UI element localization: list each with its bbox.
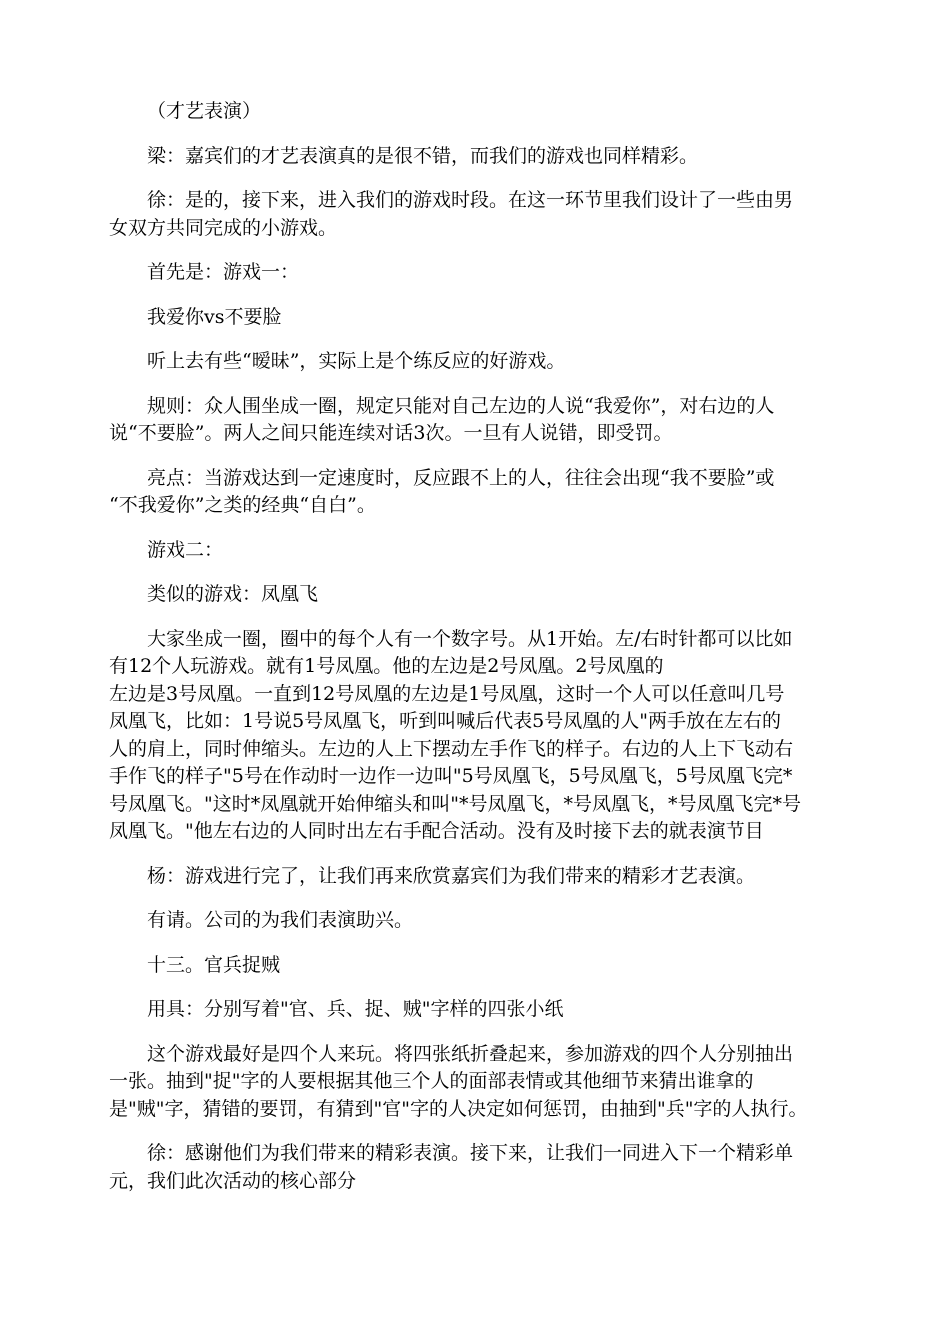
text-line: 左边是3号凤凰。一直到12号凤凰的左边是1号凤凰，这时一个人可以任意叫几号 <box>109 682 785 705</box>
text-line: 首先是：游戏一： <box>147 261 300 283</box>
document-body <box>109 98 849 1212</box>
text-line: 用具：分别写着"官、兵、捉、贼"字样的四张小纸 <box>147 998 564 1020</box>
paragraph-game-thirteen-rules <box>109 1041 849 1124</box>
text-line: 类似的游戏：凤凰飞 <box>147 583 319 605</box>
paragraph-game-one-description <box>109 348 849 376</box>
text-line: 女双方共同完成的小游戏。 <box>109 216 338 239</box>
paragraph-xu-closing <box>109 1140 849 1195</box>
paragraph-game-thirteen-props <box>109 996 849 1024</box>
text-line: 元，我们此次活动的核心部分 <box>109 1169 357 1192</box>
text-line: 规则：众人围坐成一圈，规定只能对自己左边的人说“我爱你”，对右边的人 <box>147 394 775 417</box>
text-line: 说“不要脸”。两人之间只能连续对话3次。一旦有人说错，即受罚。 <box>109 422 673 444</box>
text-line: 杨：游戏进行完了，让我们再来欣赏嘉宾们为我们带来的精彩才艺表演。 <box>147 864 756 887</box>
text-line: 有请。公司的为我们表演助兴。 <box>147 909 414 931</box>
paragraph-game-two-title <box>109 581 849 609</box>
paragraph-game-one-heading <box>109 259 849 287</box>
text-line: 这个游戏最好是四个人来玩。将四张纸折叠起来，参加游戏的四个人分别抽出 <box>147 1042 794 1065</box>
text-line: 手作飞的样子"5号在作动时一边作一边叫"5号凤凰飞，5号凤凰飞，5号凤凰飞完* <box>109 765 793 787</box>
paragraph-yang-transition <box>109 863 849 891</box>
text-line: 大家坐成一圈，圈中的每个人有一个数字号。从1开始。左/右时针都可以比如 <box>147 627 793 650</box>
paragraph-game-two-rules <box>109 626 849 846</box>
paragraph-game-thirteen-heading <box>109 952 849 980</box>
text-line: 徐：感谢他们为我们带来的精彩表演。接下来，让我们一同进入下一个精彩单 <box>147 1142 794 1164</box>
text-line: 是"贼"字，猜错的要罚，有猜到"官"字的人决定如何惩罚，由抽到"兵"字的人执行。 <box>109 1097 808 1120</box>
text-line: （才艺表演） <box>147 100 262 122</box>
text-line: 凤凰飞。"他左右边的人同时出左右手配合活动。没有及时接下去的就表演节目 <box>109 820 764 842</box>
paragraph-talent-show-heading <box>109 98 849 126</box>
text-line: 梁：嘉宾们的才艺表演真的是很不错，而我们的游戏也同样精彩。 <box>147 144 699 167</box>
text-line: “不我爱你”之类的经典“自白”。 <box>109 494 376 516</box>
text-line: 我爱你vs不要脸 <box>147 305 282 328</box>
text-line: 十三。官兵捉贼 <box>147 953 281 976</box>
paragraph-game-one-rules <box>109 393 849 448</box>
text-line: 亮点：当游戏达到一定速度时，反应跟不上的人，往往会出现“我不要脸”或 <box>147 466 775 489</box>
text-line: 一张。抽到"捉"字的人要根据其他三个人的面部表情或其他细节来猜出谁拿的 <box>109 1070 754 1092</box>
paragraph-game-two-heading <box>109 537 849 565</box>
paragraph-invitation <box>109 907 849 935</box>
text-line: 徐：是的，接下来，进入我们的游戏时段。在这一环节里我们设计了一些由男 <box>147 189 794 211</box>
paragraph-xu-game-intro <box>109 187 849 242</box>
paragraph-game-one-title <box>109 304 849 332</box>
paragraph-game-one-highlight <box>109 465 849 520</box>
text-line: 听上去有些“暧昧”，实际上是个练反应的好游戏。 <box>147 350 566 372</box>
text-line: 有12个人玩游戏。就有1号凤凰。他的左边是2号凤凰。2号凤凰的 <box>109 655 664 677</box>
paragraph-liang-intro <box>109 143 849 171</box>
text-line: 凤凰飞，比如：1号说5号凤凰飞，听到叫喊后代表5号凤凰的人"两手放在左右的 <box>109 710 782 732</box>
text-line: 号凤凰飞。"这时*凤凰就开始伸缩头和叫"*号凤凰飞，*号凤凰飞，*号凤凰飞完*号 <box>109 792 801 815</box>
text-line: 人的肩上，同时伸缩头。左边的人上下摆动左手作飞的样子。右边的人上下飞动右 <box>109 737 794 760</box>
text-line: 游戏二： <box>147 538 224 561</box>
